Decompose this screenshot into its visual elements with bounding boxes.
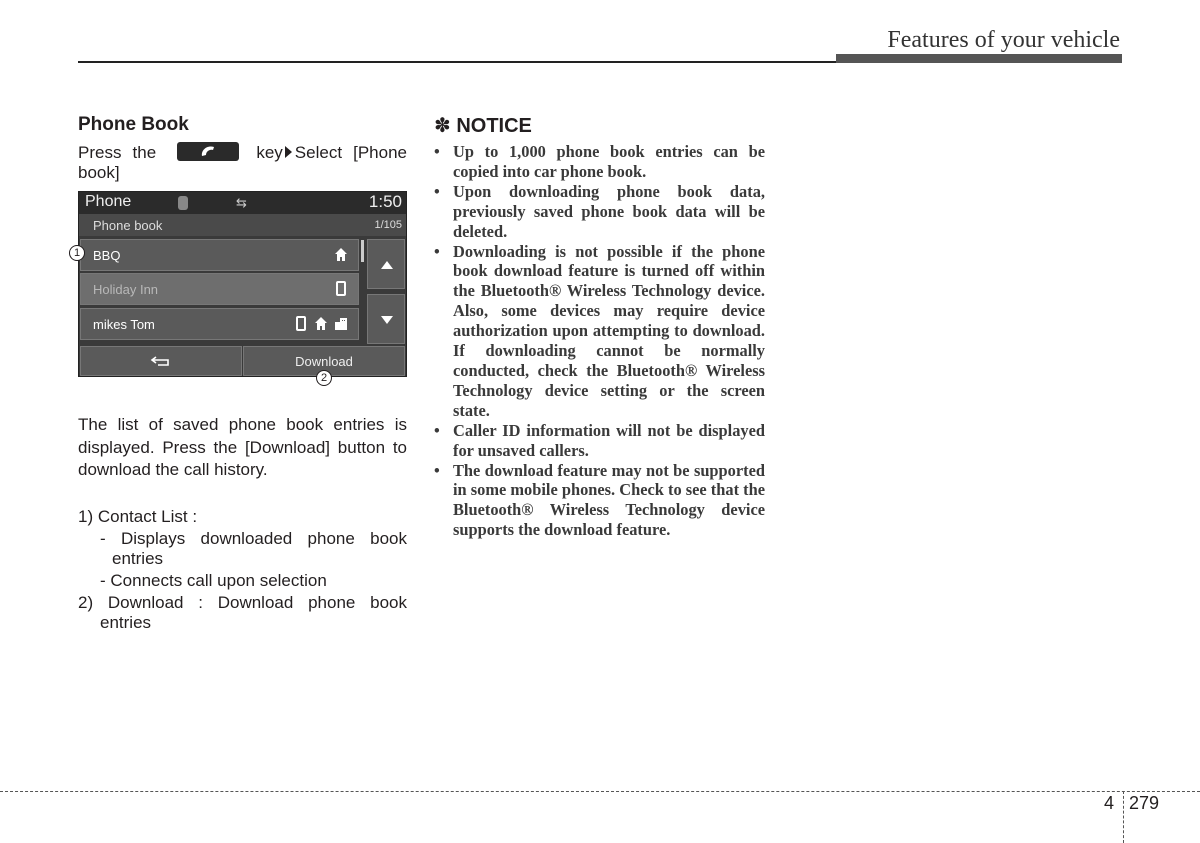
legend-item-1: 1) Contact List :: [78, 507, 198, 526]
left-column: [78, 114, 407, 183]
legend-item-2: 2) Download : Download phone book entries: [78, 593, 407, 632]
home-icon: [334, 247, 348, 262]
intro-select: Select [Phone book]: [78, 143, 407, 182]
entry-name: mikes Tom: [93, 317, 155, 332]
contact-list-legend: [78, 507, 407, 635]
scroll-up-button[interactable]: [367, 239, 405, 289]
status-bar: [79, 192, 406, 214]
callout-2: 2: [316, 370, 332, 386]
screen-subtitle: Phone book: [93, 218, 163, 233]
entry-name: Holiday Inn: [93, 282, 159, 297]
bluetooth-icon: [178, 196, 188, 210]
back-button[interactable]: [80, 346, 242, 376]
page-number: 279: [1129, 793, 1160, 813]
intro-press: Press the: [78, 143, 157, 162]
mobile-icon: [294, 316, 308, 331]
clock: 1:50: [368, 192, 402, 211]
office-icon: [334, 316, 348, 331]
bullet: •: [434, 420, 440, 440]
footer-rule: [0, 791, 1200, 792]
arrow-right-icon: [285, 146, 292, 158]
legend-item-1-sub-1: - Displays downloaded phone book entries: [100, 529, 407, 568]
scroll-down-icon: [380, 315, 394, 325]
list-item[interactable]: [80, 308, 359, 340]
phone-book-screen: [78, 191, 407, 377]
bullet: •: [434, 241, 440, 261]
download-button[interactable]: Download: [243, 346, 405, 376]
home-icon: [314, 316, 328, 331]
subtitle-bar: [79, 214, 406, 236]
notice-item: • The download feature may not be supported in some mobile phones. Check to see that the Bluetooth® Wireless Technology device supports the download feature.: [434, 460, 765, 540]
callout-1: 1: [69, 245, 85, 261]
notice-title: ✽ NOTICE: [434, 115, 532, 137]
notice-item: • Downloading is not possible if the phone book download feature is turned off within the Bluetooth® Wireless Technology device. Also, some devices may require device authorization upon attempting to download. If downloading cannot be normally conducted, check the Bluetooth® Wireless Technology device setting or the screen state.: [434, 241, 765, 420]
usb-icon: ⇆: [236, 195, 247, 210]
header-bar: [836, 54, 1122, 63]
phone-key-icon: [177, 142, 239, 161]
notice-item: • Caller ID information will not be displayed for unsaved callers.: [434, 420, 765, 460]
list-item[interactable]: [80, 239, 359, 271]
header-rule: [78, 61, 838, 63]
entry-name: BBQ: [93, 248, 121, 263]
list-item[interactable]: [80, 273, 359, 305]
notice-item: • Upon downloading phone book data, previously saved phone book data will be deleted.: [434, 181, 765, 241]
scroll-indicator[interactable]: [361, 240, 364, 262]
bullet: •: [434, 142, 440, 161]
header-title: Features of your vehicle: [887, 27, 1120, 53]
back-icon: [150, 355, 172, 367]
scroll-down-button[interactable]: [367, 294, 405, 344]
bullet: •: [434, 460, 440, 480]
notice-box: [434, 113, 765, 540]
scroll-up-icon: [380, 260, 394, 270]
intro-text: [78, 142, 407, 183]
notice-list: [434, 142, 765, 540]
entry-count: 1/105: [374, 219, 402, 231]
mobile-icon: [334, 281, 348, 296]
chapter-number: 4: [1104, 793, 1115, 813]
description: The list of saved phone book entries is displayed. Press the [Download] button to download the call history.: [78, 415, 407, 479]
intro-key: key: [256, 143, 283, 162]
legend-item-1-sub-2: - Connects call upon selection: [100, 571, 327, 590]
notice-item: • Up to 1,000 phone book entries can be copied into car phone book.: [434, 142, 765, 181]
screen-title: Phone: [85, 193, 132, 210]
bullet: •: [434, 181, 440, 201]
section-title: Phone Book: [78, 114, 189, 135]
footer-divider: [1123, 791, 1124, 843]
